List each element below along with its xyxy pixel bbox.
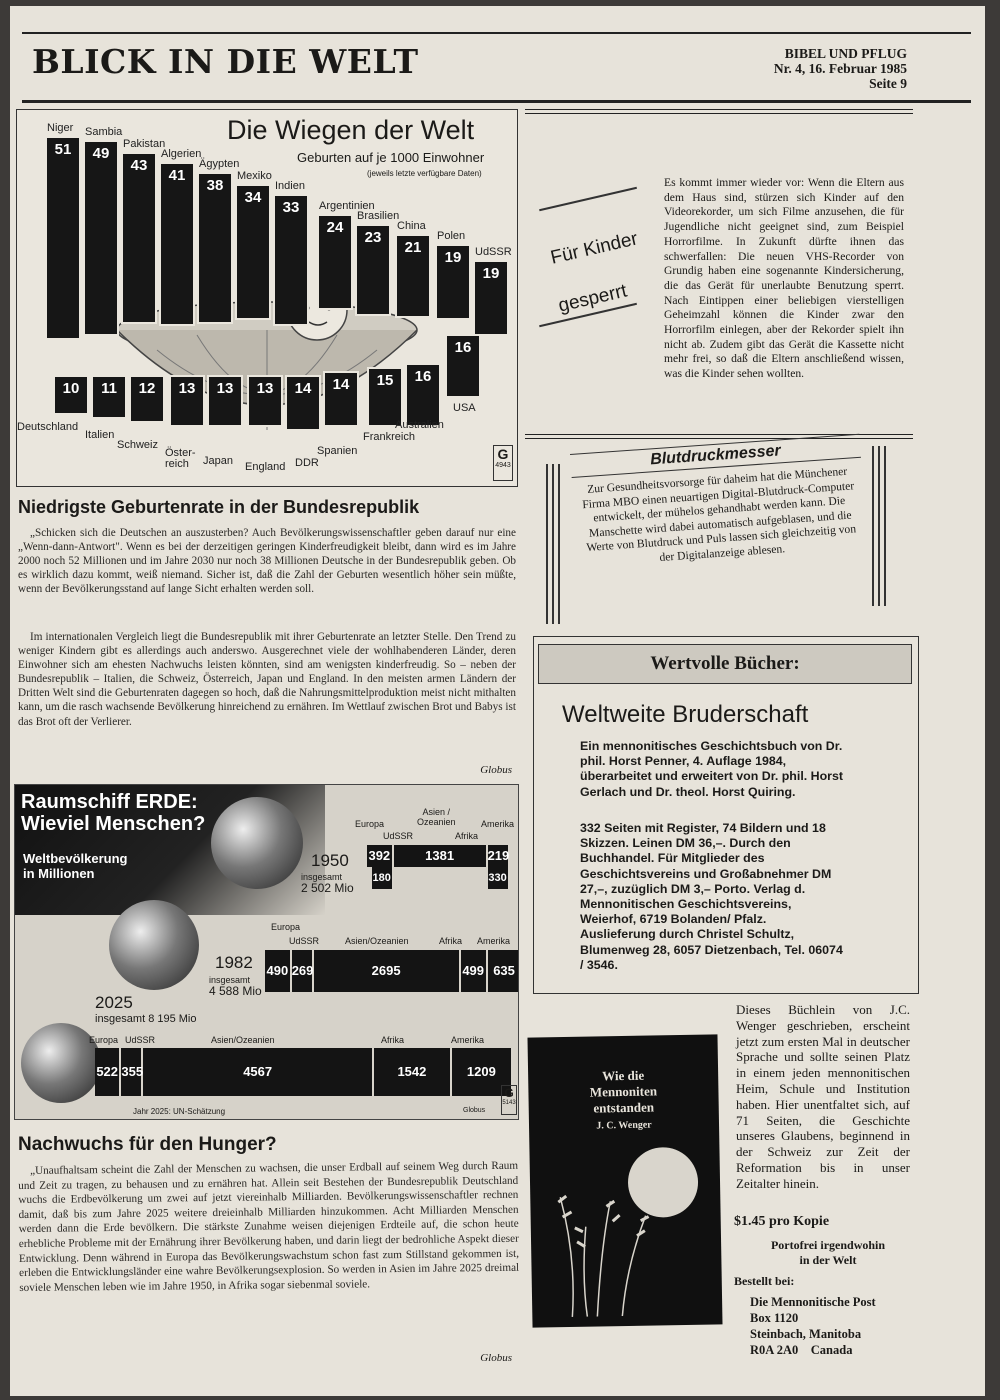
wenger-postage	[748, 1238, 908, 1268]
population-bar: 522	[95, 1048, 121, 1096]
chart-bar: 23	[355, 224, 391, 316]
chart-category-label: Pakistan	[123, 138, 166, 150]
chart2-footnote: Jahr 2025: UN-Schätzung	[133, 1107, 226, 1116]
chart-bar: 49	[83, 140, 119, 336]
chart2-subtitle-line2: in Millionen	[23, 866, 95, 881]
chart-category-label: UdSSR	[475, 246, 512, 258]
header-asien	[417, 807, 456, 827]
issue-date: Nr. 4, 16. Februar 1985	[773, 61, 907, 76]
blutdruck-text: Zur Gesundheitsvorsorge für daheim hat die Münchener Firma MBO einen neuartigen Digital-Blutdruck-Computer entwickelt, der mühelos gehandhabt werden kann. Die Manschette wird dabei automatisch aufgeblasen, und die Werte von Blutdruck und Puls lassen sich gleichzeitig von der Digitalanzeige ablesen.	[581, 464, 857, 564]
chart-category-label: Polen	[437, 230, 466, 242]
decorative-line	[872, 446, 874, 606]
header-rule-bottom	[22, 100, 971, 103]
postage-line2: in der Welt	[799, 1253, 857, 1267]
chart-category-label: USA	[453, 402, 476, 414]
chart-bar: 34	[235, 184, 271, 320]
chart2-title-line2: Wieviel Menschen?	[21, 813, 206, 835]
chart-subtitle: Geburten auf je 1000 Einwohner	[297, 150, 485, 165]
book-ad-header: Wertvolle Bücher:	[538, 644, 912, 684]
chart-bar: 19	[473, 260, 509, 336]
header-asien: Asien/Ozeanien	[345, 936, 409, 946]
address-line3: Steinbach, Manitoba	[750, 1327, 862, 1341]
chart-bar: 13	[207, 375, 243, 427]
chart-category-label: Öster- reich	[165, 447, 196, 470]
book-order-info: 332 Seiten mit Register, 74 Bildern und 18 Skizzen. Leinen DM 36,–. Durch den Buchhandel. Für Mitglieder des Geschichtsvereins und Großabnehmer DM 27,–, zuzüglich DM 3,– Porto. Verlag d. Mennonitischen Geschichtsvereins, Weierhof, 6719 Bolanden/ Pfalz. Auslieferung durch Christel Schultz, Blumenweg 28, 6057 Dietzenbach, Tel. 06074 / 3546.	[580, 821, 843, 972]
chart-category-label: Ägypten	[199, 158, 240, 170]
header-udssr: UdSSR	[289, 936, 320, 946]
globe-icon	[109, 900, 199, 990]
header-europa: Europa	[271, 922, 301, 932]
population-bar: 4567	[143, 1048, 374, 1096]
chart-category-label: Spanien	[317, 445, 358, 457]
population-bar: 499	[461, 950, 488, 992]
newspaper-page	[10, 6, 985, 1396]
book-description: Ein mennonitisches Geschichtsbuch von Dr. phil. Horst Penner, 4. Auflage 1984, überarbeitet und erweitert von Dr. phil. Horst Gerlach und Dr. theol. Horst Quiring.	[580, 739, 843, 799]
article-credit: Globus	[480, 1352, 512, 1364]
globe-icon	[211, 797, 303, 889]
issue-info	[774, 46, 907, 91]
population-bar: 269	[292, 950, 314, 992]
chart-bar: 19	[435, 244, 471, 320]
kinder-headline-1: Für Kinder	[548, 228, 640, 269]
chart-bar: 13	[247, 375, 283, 427]
chart-bar: 24	[317, 214, 353, 310]
chart-bar: 16	[445, 334, 481, 398]
chart-category-label: Sambia	[85, 126, 123, 138]
chart-title: Die Wiegen der Welt	[227, 115, 475, 145]
article-paragraph-1: „Schicken sich die Deutschen an auszusterben? Auch Bevölkerungswissenschaftler geben darauf nur eine „Wenn-dann-Antwort". Wenn es bei der derzeitigen geringen Kinderfreudigkeit bleibt, dann wird es im Jahre 2000 noch 52 Millionen und im Jahre 2030 nur noch 38 Millionen Deutsche in der Bundesrepublik geben. Ob es wirklich dazu kommt, weiß niemand. Sicher ist, daß die Zahl der Geburten wesentlich höher sein müßte, wenn der Bevölkerungsstand auf lange Sicht erhalten werden soll.	[18, 527, 516, 596]
header-amerika: Amerika	[481, 819, 515, 829]
header-udssr: UdSSR	[125, 1035, 156, 1045]
kinder-headline-2: gesperrt	[556, 280, 630, 317]
chart2-title	[21, 791, 205, 835]
header-europa: Europa	[355, 819, 385, 829]
chart-bar: 13	[169, 375, 205, 427]
population-bar: 1381	[394, 845, 488, 867]
decorative-line	[546, 464, 548, 624]
chart-category-label: Schweiz	[117, 439, 158, 451]
address-line2: Box 1120	[750, 1311, 799, 1325]
chart-bar: 16	[405, 363, 441, 427]
publication-name: BIBEL UND PFLUG	[784, 46, 907, 61]
header-asien: Asien/Ozeanien	[211, 1035, 275, 1045]
article-title-hunger: Nachwuchs für den Hunger?	[18, 1134, 277, 1155]
globus-logo-number: 5143	[502, 1100, 516, 1106]
cover-title-line1: Wie die	[602, 1067, 645, 1084]
header-udssr: UdSSR	[383, 831, 414, 841]
chart-bar: 43	[121, 152, 157, 324]
header-afrika: Afrika	[439, 936, 463, 946]
page-number: Seite 9	[869, 76, 907, 91]
total-1950-value: 2 502 Mio	[301, 881, 354, 895]
chart-category-label: Australien	[395, 419, 444, 431]
chart2-subtitle	[23, 851, 128, 881]
chart2-title-line1: Raumschiff ERDE:	[21, 791, 198, 813]
population-bar: 355	[121, 1048, 143, 1096]
kinder-text: Es kommt immer wieder vor: Wenn die Eltern aus dem Haus sind, stürzen sich Kinder auf den Videorekorder, um sich Filme anzusehen, die für Jugendliche nicht geeignet sind, zum Beispiel Horrorfilme. In Zukunft dürfte ihnen das schwerfallen: Die neuen VHS-Recorder von Grundig haben eine sogenannte Kindersicherung, die das Gerät für unerlaubte Benutzung sperrt. Nach Eintippen einer beliebigen vierstelligen Geheimzahl können die Kinder zwar den Horrorfilm einlegen, aber der Rekorder spielt ihn nicht ab. Zudem gibt das Gerät die Kassette nicht mehr frei, so daß die Eltern anschließend wissen, was die Kinder sehen wollten.	[664, 176, 904, 381]
masthead: BLICK IN DIE WELT	[32, 42, 419, 81]
chart-category-label: England	[245, 461, 286, 473]
postage-line1: Portofrei irgendwohin	[770, 1238, 886, 1252]
year-2025: 2025	[95, 993, 133, 1012]
book-ad-box	[533, 636, 919, 994]
header-afrika: Afrika	[381, 1035, 405, 1045]
header-afrika: Afrika	[455, 831, 479, 841]
globus-logo	[501, 1085, 517, 1115]
population-bar: 330	[488, 867, 510, 889]
population-bar: 2695	[314, 950, 461, 992]
population-bar: 1542	[374, 1048, 452, 1096]
header-rule-top	[22, 32, 971, 34]
total-1982-label: insgesamt	[209, 975, 251, 985]
article-title-geburtenrate: Niedrigste Geburtenrate in der Bundesrepublik	[18, 497, 420, 517]
birthrate-chart	[16, 109, 518, 487]
chart-category-label: Brasilien	[357, 210, 400, 222]
book-cover-image	[527, 1034, 722, 1327]
chart-category-label: Algerien	[161, 148, 202, 160]
blutdruck-block	[570, 434, 867, 571]
population-bar: 219	[488, 845, 510, 867]
chart-category-label: Deutschland	[17, 421, 79, 433]
chart-category-label: DDR	[295, 457, 319, 469]
decorative-line	[878, 446, 880, 606]
decorative-line	[552, 464, 554, 624]
wenger-order-label: Bestellt bei:	[734, 1274, 795, 1288]
population-bar: 490	[265, 950, 292, 992]
cover-title-line3: entstanden	[593, 1099, 655, 1116]
total-1950	[301, 872, 354, 894]
decorative-line	[884, 446, 886, 606]
column-rule	[525, 109, 913, 114]
chart-bar: 33	[273, 194, 309, 326]
article-credit: Globus	[480, 764, 512, 776]
chart-category-label: Mexiko	[237, 170, 272, 182]
population-chart	[14, 784, 519, 1120]
population-bar: 1209	[452, 1048, 513, 1096]
header-asien-line1: Asien /	[422, 807, 451, 817]
header-asien-line2: Ozeanien	[417, 817, 456, 827]
chart-category-label: Italien	[85, 429, 115, 441]
total-1982	[209, 975, 262, 997]
chart-category-label: Argentinien	[319, 200, 375, 212]
chart-category-label: Indien	[275, 180, 305, 192]
chart-category-label: China	[397, 220, 426, 232]
chart2-credit: Globus	[463, 1107, 486, 1114]
header-amerika: Amerika	[451, 1035, 485, 1045]
cover-author: J. C. Wenger	[596, 1119, 652, 1132]
chart-bar: 10	[53, 375, 89, 415]
chart-category-label: Japan	[203, 455, 233, 467]
total-2025: insgesamt 8 195 Mio	[95, 1013, 197, 1025]
address-line4: R0A 2A0 Canada	[750, 1343, 853, 1357]
article-paragraph-hunger: „Unaufhaltsam scheint die Zahl der Menschen zu wachsen, die unser Erdball auf seinem Weg durch Raum und Zeit zu tragen, zu behausen und zu ernähren hat. Allein seit Bestehen der Bundesrepublik Deutschland wuchs die Erdbevölkerung um zwei auf jetzt viereinhalb Milliarden. Bevölkerungswissenschaftler rechnen damit, daß bis zum Jahre 2025 weitere dreieinhalb Milliarden hinzukommen. Acht Milliarden Menschen werden dann die Erde bevölkern. Die stärkste Zunahme weisen diejenigen Erdteile auf, die schon heute erhebliche Probleme mit der Ernährung ihrer Bevölkerung haben, und darin liegt der bedrohliche Aspekt dieser Entwicklung. Denn während in Europa das Bevölkerungswachstum schon fast zum Stillstand gekommen ist, erleben die Entwicklungsländer eine wahre Bevölkerungsexplosion. So werden in Asien im Jahre 2025 dreimal soviele Menschen leben wie im Jahre 1950, in Afrika sogar siebenmal soviele.	[18, 1159, 520, 1294]
chart-bar: 12	[129, 375, 165, 423]
chart-bar: 51	[45, 136, 81, 340]
wenger-address	[750, 1294, 876, 1358]
cover-title-line2: Mennoniten	[589, 1083, 658, 1100]
address-line1: Die Mennonitische Post	[750, 1295, 876, 1309]
chart-bar: 15	[367, 367, 403, 427]
wheat-icon	[540, 1185, 662, 1317]
chart-bar: 41	[159, 162, 195, 326]
globus-logo-number: 4943	[495, 462, 511, 469]
book-title: Weltweite Bruderschaft	[562, 701, 809, 728]
decorative-line	[539, 187, 637, 211]
globus-logo	[493, 445, 513, 481]
chart-bar: 38	[197, 172, 233, 324]
population-bar: 180	[372, 867, 394, 889]
decorative-line	[558, 464, 560, 624]
total-1982-value: 4 588 Mio	[209, 984, 262, 998]
blutdruck-title: Blutdruckmesser	[649, 442, 782, 469]
chart-bar: 21	[395, 234, 431, 318]
total-1950-label: insgesamt	[301, 872, 343, 882]
globus-logo-letter: G	[497, 446, 509, 462]
population-bar: 392	[367, 845, 394, 867]
article-paragraph-2: Im internationalen Vergleich liegt die Bundesrepublik mit ihrer Geburtenrate an letzter Stelle. Den Trend zu weniger Kindern gibt es allerdings auch anderswo. Ausgerechnet viele der wohlhabenderen Länder, deren Einwohner sich am ehesten Nachwuchs leisten könnten, sind am wenigsten kinderfreudig. So – neben der Bundesrepublik – Italien, die Schweiz, Österreich, Japan und England. In den meisten armen Ländern der Dritten Welt sind die Geburtenraten dagegen so hoch, daß die Nahrungsmittelproduktion meist nicht mithalten kann, um die rasch wachsende Bevölkerung hinreichend zu ernähren. Im Wettlauf zwischen Brot und Babys ist das Brot oft der Verlierer.	[18, 631, 516, 728]
header-europa: Europa	[89, 1035, 119, 1045]
chart-category-label: Niger	[47, 122, 74, 134]
population-bar: 635	[488, 950, 519, 992]
year-1982: 1982	[215, 953, 253, 972]
wenger-price: $1.45 pro Kopie	[734, 1214, 830, 1229]
wenger-text: Dieses Büchlein von J.C. Wenger geschrieben, erscheint jetzt zum ersten Mal in deutscher Sprache und sollte seinen Platz in einem jeden mennonitischen Heim, Schule und Institution haben. Hier unentfaltet sich, auf 71 Seiten, die Geschichte unseres Glaubens, beginnend in der Schweiz zur Zeit der Reformation bis in unser Zeitalter hinein.	[736, 1002, 910, 1191]
chart-category-label: Frankreich	[363, 431, 415, 443]
year-1950: 1950	[311, 851, 349, 870]
chart-bar: 11	[91, 375, 127, 419]
chart2-subtitle-line1: Weltbevölkerung	[23, 851, 128, 866]
book-cover-title	[558, 1067, 689, 1135]
chart-bar: 14	[285, 375, 321, 431]
chart-note: (jeweils letzte verfügbare Daten)	[367, 169, 482, 178]
chart-bar: 14	[323, 371, 359, 427]
header-amerika: Amerika	[477, 936, 511, 946]
globus-logo-letter: G	[504, 1086, 514, 1100]
